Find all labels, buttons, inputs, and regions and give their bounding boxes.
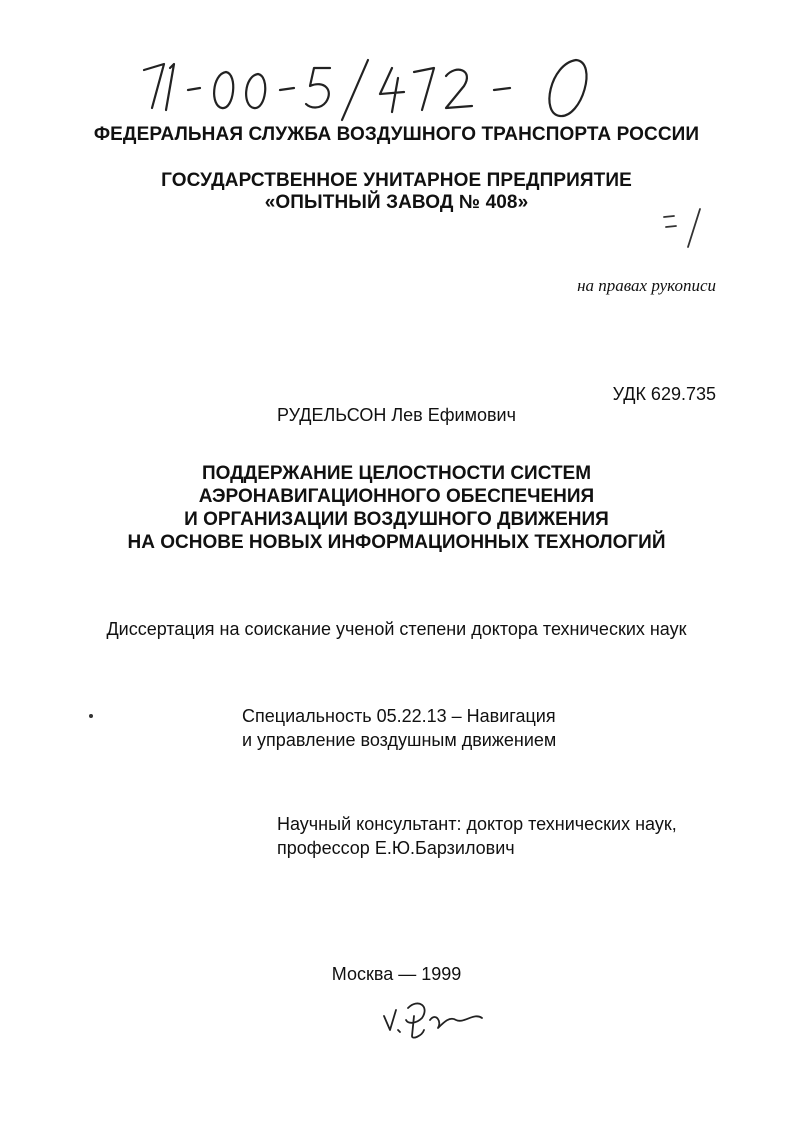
udc-code: УДК 629.735 <box>612 384 716 404</box>
author-name: РУДЕЛЬСОН Лев Ефимович <box>277 405 516 425</box>
specialty <box>242 704 642 752</box>
signature <box>378 994 488 1042</box>
title-line: АЭРОНАВИГАЦИОННОГО ОБЕСПЕЧЕНИЯ <box>198 486 595 507</box>
handwritten-archive-number <box>130 50 600 125</box>
consultant-line2: профессор Е.Ю.Барзилович <box>277 838 515 858</box>
specialty-line2: и управление воздушным движением <box>242 730 557 750</box>
agency-name: ФЕДЕРАЛЬНАЯ СЛУЖБА ВОЗДУШНОГО ТРАНСПОРТА РОССИИ <box>93 124 700 145</box>
enterprise-name-line2: «ОПЫТНЫЙ ЗАВОД № 408» <box>264 192 529 213</box>
handwritten-mark <box>660 205 710 250</box>
dissertation-title <box>0 462 793 554</box>
specialty-line1: Специальность 05.22.13 – Навигация <box>242 706 556 726</box>
scan-dot <box>89 714 93 718</box>
enterprise-name-line1: ГОСУДАРСТВЕННОЕ УНИТАРНОЕ ПРЕДПРИЯТИЕ <box>161 170 632 191</box>
title-line: НА ОСНОВЕ НОВЫХ ИНФОРМАЦИОННЫХ ТЕХНОЛОГИЙ <box>127 532 666 553</box>
scientific-consultant <box>277 812 717 860</box>
consultant-line1: Научный консультант: доктор технических наук, <box>277 814 677 834</box>
degree-statement: Диссертация на соискание ученой степени доктора технических наук <box>106 619 687 639</box>
place-and-year: Москва — 1999 <box>331 964 462 984</box>
manuscript-rights-note: на правах рукописи <box>577 276 716 295</box>
title-line: И ОРГАНИЗАЦИИ ВОЗДУШНОГО ДВИЖЕНИЯ <box>184 509 609 530</box>
title-line: ПОДДЕРЖАНИЕ ЦЕЛОСТНОСТИ СИСТЕМ <box>201 463 592 484</box>
